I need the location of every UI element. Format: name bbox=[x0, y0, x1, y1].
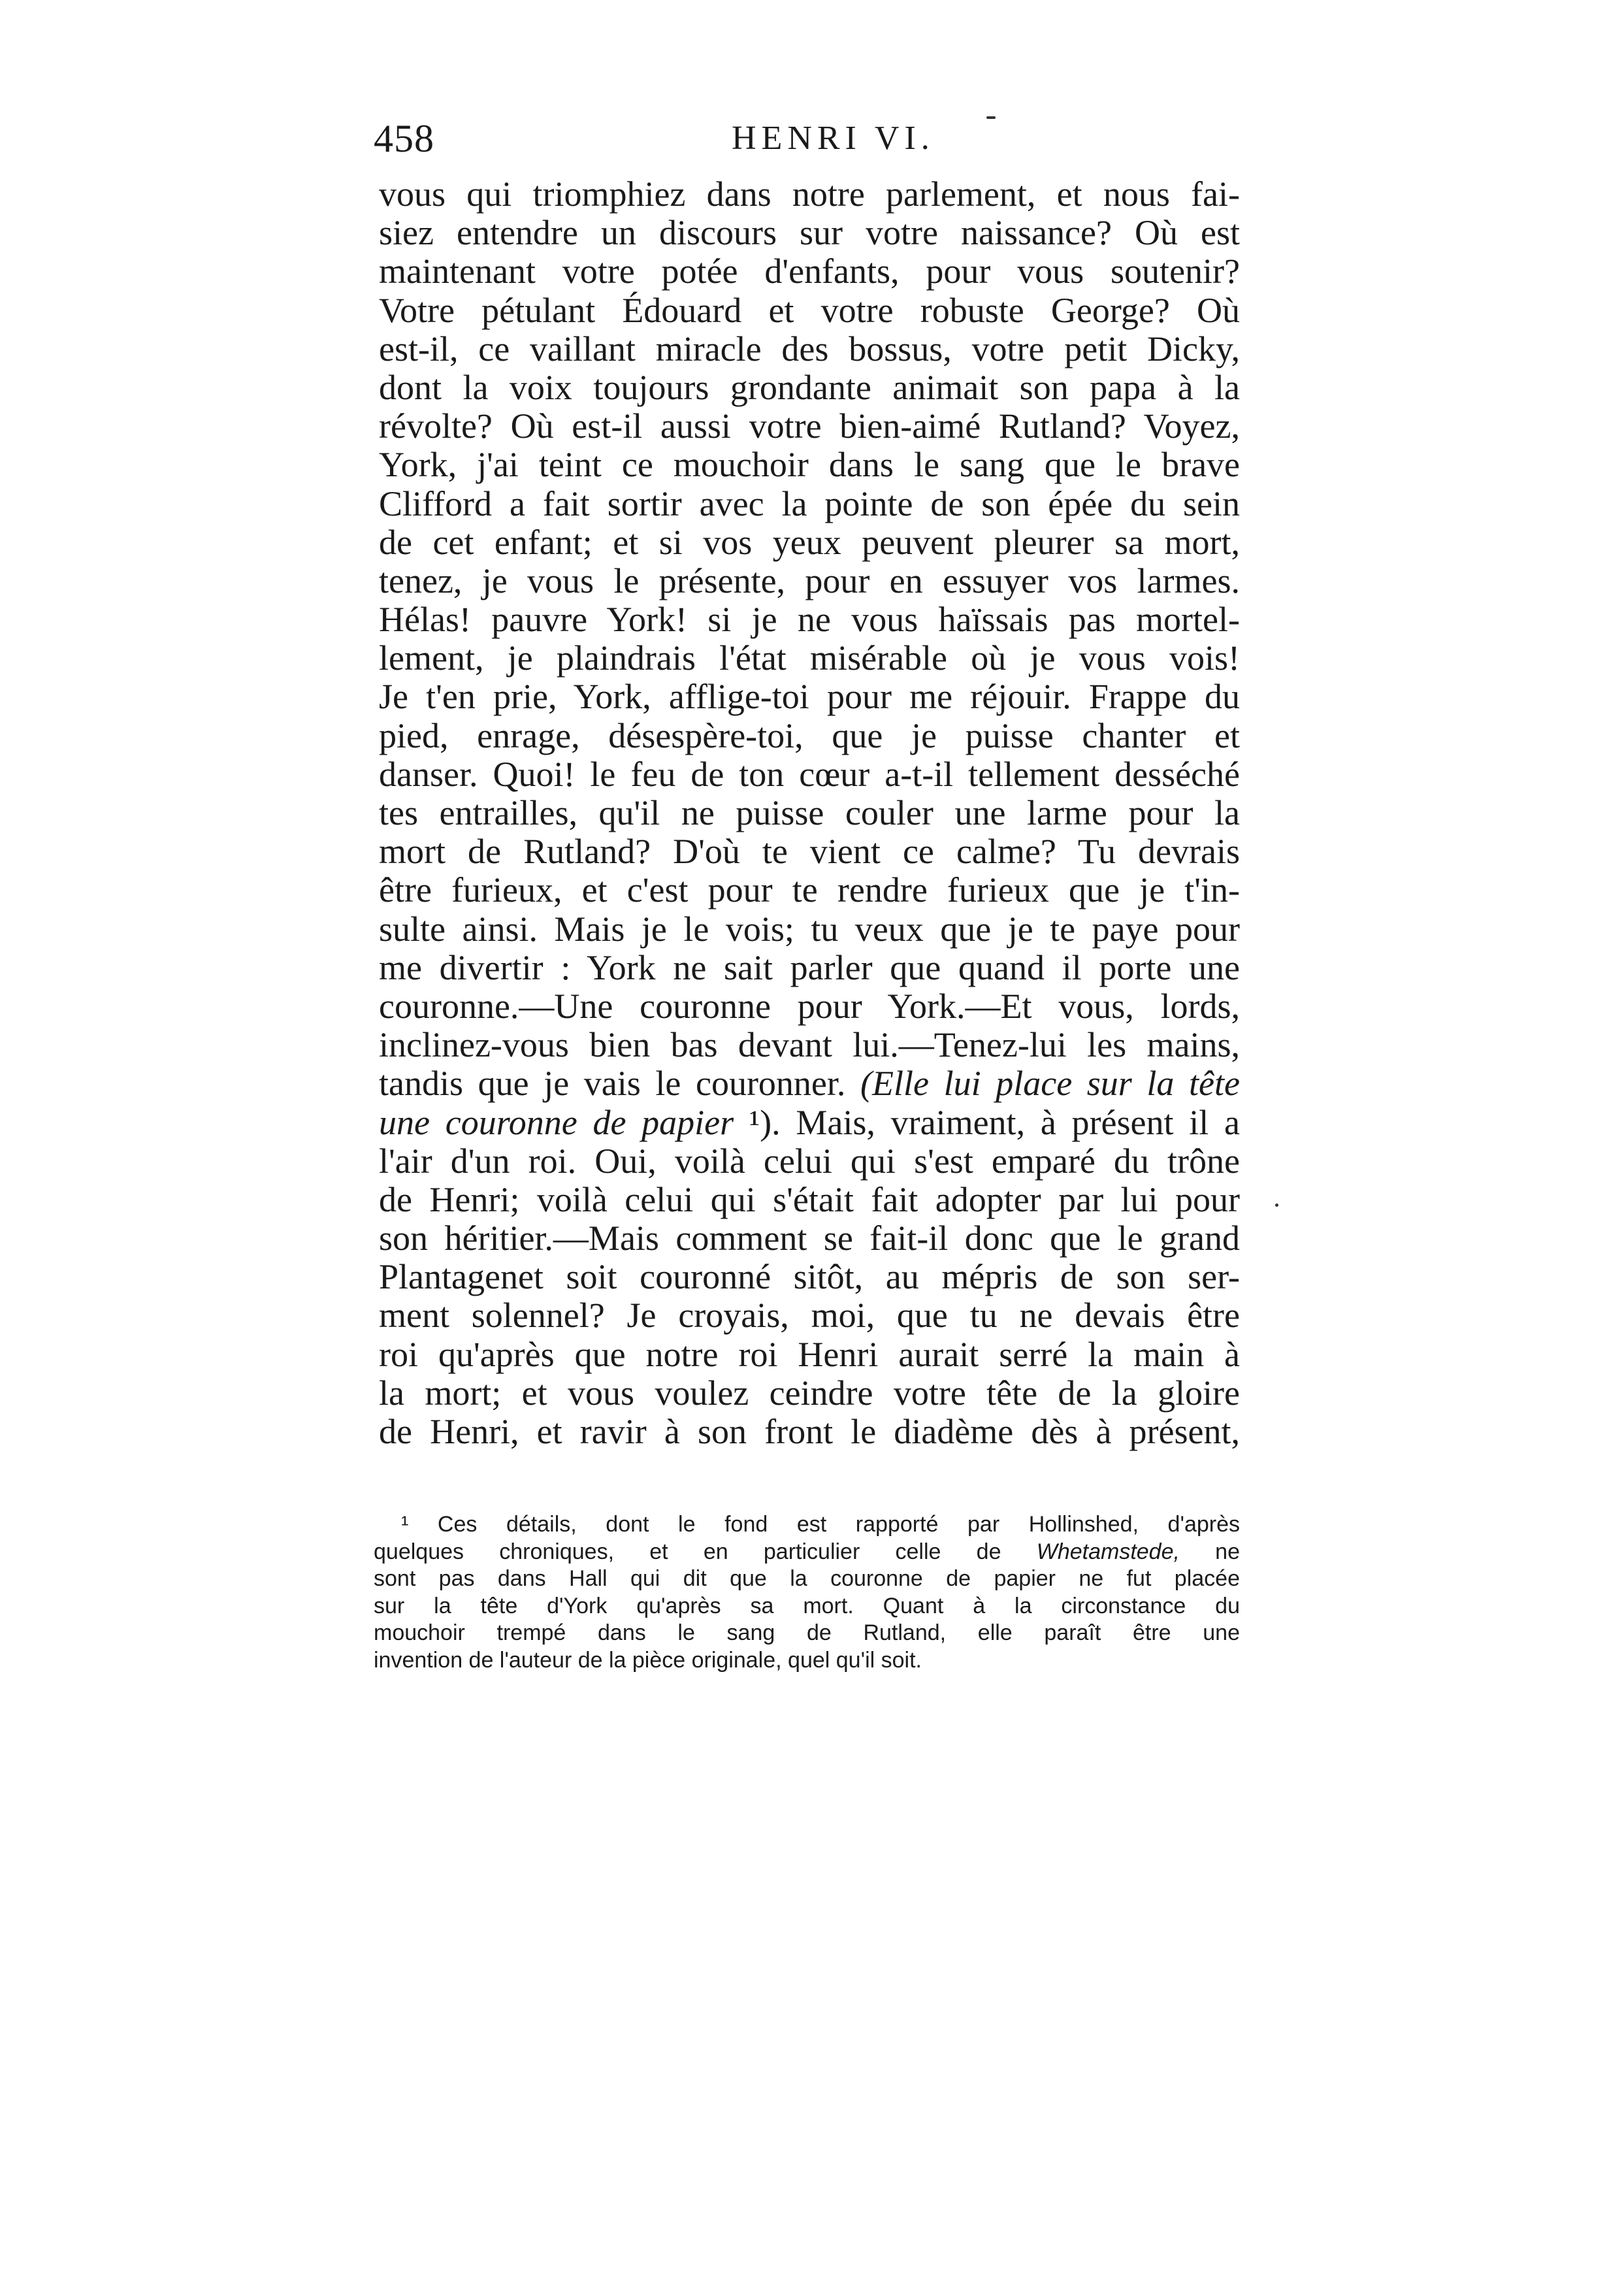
text-run: ne bbox=[1179, 1539, 1240, 1564]
stage-direction: une couronne de papier bbox=[379, 1103, 734, 1142]
text-run: quelques chroniques, et en particulier celle de bbox=[374, 1539, 1037, 1564]
text-line: mort de Rutland? D'où te vient ce calme? Tu devrais bbox=[379, 832, 1240, 872]
text-line: la mort; et vous voulez ceindre votre tête de la gloire bbox=[379, 1373, 1240, 1413]
text-line: me divertir : York ne sait parler que quand il porte une bbox=[379, 948, 1240, 987]
text-line: vous qui triomphiez dans notre parlement, et nous fai- bbox=[379, 175, 1240, 214]
source-title: Whetamstede, bbox=[1036, 1539, 1180, 1564]
page-number: 458 bbox=[374, 117, 434, 160]
text-run: ¹). Mais, vraiment, à présent il a bbox=[734, 1103, 1240, 1142]
text-line: Je t'en prie, York, afflige-toi pour me réjouir. Frappe du bbox=[379, 678, 1240, 717]
text-line: maintenant votre potée d'enfants, pour vous soutenir? bbox=[379, 252, 1240, 291]
text-line bbox=[379, 1104, 1240, 1142]
running-head bbox=[374, 116, 1242, 169]
text-line: son héritier.—Mais comment se fait-il donc que le grand bbox=[379, 1219, 1240, 1258]
text-line: l'air d'un roi. Oui, voilà celui qui s'est emparé du trône bbox=[379, 1141, 1240, 1181]
footnote bbox=[374, 1511, 1240, 1674]
text-line: siez entendre un discours sur votre naissance? Où est bbox=[379, 214, 1240, 253]
footnote-line: sont pas dans Hall qui dit que la couronne de papier ne fut placée bbox=[374, 1566, 1240, 1591]
text-line: sulte ainsi. Mais je le vois; tu veux que je te paye pour bbox=[379, 909, 1240, 949]
running-title: HENRI VI. bbox=[732, 120, 935, 157]
text-line: Plantagenet soit couronné sitôt, au mépris de son ser- bbox=[379, 1258, 1240, 1297]
footnote-line: mouchoir trempé dans le sang de Rutland, elle paraît être une bbox=[374, 1620, 1240, 1645]
text-line: Clifford a fait sortir avec la pointe de son épée du sein bbox=[379, 484, 1240, 523]
stage-direction: (Elle lui place sur la tête bbox=[860, 1064, 1240, 1104]
text-line: de Henri, et ravir à son front le diadème dès à présent, bbox=[379, 1413, 1240, 1451]
footnote-line: sur la tête d'York qu'après sa mort. Quant à la circonstance du bbox=[374, 1593, 1240, 1618]
text-line: Votre pétulant Édouard et votre robuste George? Où bbox=[379, 291, 1240, 330]
body-text bbox=[379, 175, 1240, 1451]
text-line: de Henri; voilà celui qui s'était fait adopter par lui pour bbox=[379, 1180, 1240, 1219]
print-speck bbox=[1275, 1204, 1278, 1207]
text-line: pied, enrage, désespère-toi, que je puisse chanter et bbox=[379, 716, 1240, 755]
text-line: être furieux, et c'est pour te rendre furieux que je t'in- bbox=[379, 871, 1240, 910]
text-line: de cet enfant; et si vos yeux peuvent pleurer sa mort, bbox=[379, 523, 1240, 562]
text-line: lement, je plaindrais l'état misérable où je vous vois! bbox=[379, 639, 1240, 678]
print-speck bbox=[986, 116, 996, 119]
text-line: danser. Quoi! le feu de ton cœur a-t-il tellement desséché bbox=[379, 755, 1240, 794]
text-line: révolte? Où est-il aussi votre bien-aimé Rutland? Voyez, bbox=[379, 407, 1240, 446]
text-run: tandis que je vais le couronner. bbox=[379, 1064, 861, 1104]
text-line: est-il, ce vaillant miracle des bossus, votre petit Dicky, bbox=[379, 329, 1240, 369]
footnote-line bbox=[374, 1539, 1240, 1566]
text-line: tes entrailles, qu'il ne puisse couler une larme pour la bbox=[379, 794, 1240, 832]
text-line: inclinez-vous bien bas devant lui.—Tenez-lui les mains, bbox=[379, 1026, 1240, 1065]
text-line: couronne.—Une couronne pour York.—Et vous, lords, bbox=[379, 987, 1240, 1026]
footnote-marker: ¹ bbox=[401, 1512, 409, 1537]
text-line: ment solennel? Je croyais, moi, que tu ne devais être bbox=[379, 1296, 1240, 1335]
text-line: Hélas! pauvre York! si je ne vous haïssais pas mortel- bbox=[379, 600, 1240, 640]
footnote-line bbox=[374, 1511, 1240, 1539]
text-run: Ces détails, dont le fond est rapporté par Hollinshed, d'après bbox=[437, 1512, 1240, 1537]
text-line: roi qu'après que notre roi Henri aurait serré la main à bbox=[379, 1335, 1240, 1374]
text-line: dont la voix toujours grondante animait son papa à la bbox=[379, 368, 1240, 407]
text-line: tenez, je vous le présente, pour en essuyer vos larmes. bbox=[379, 561, 1240, 600]
text-line bbox=[379, 1064, 1240, 1103]
text-line: York, j'ai teint ce mouchoir dans le sang que le brave bbox=[379, 446, 1240, 485]
footnote-line: invention de l'auteur de la pièce originale, quel qu'il soit. bbox=[374, 1647, 922, 1673]
